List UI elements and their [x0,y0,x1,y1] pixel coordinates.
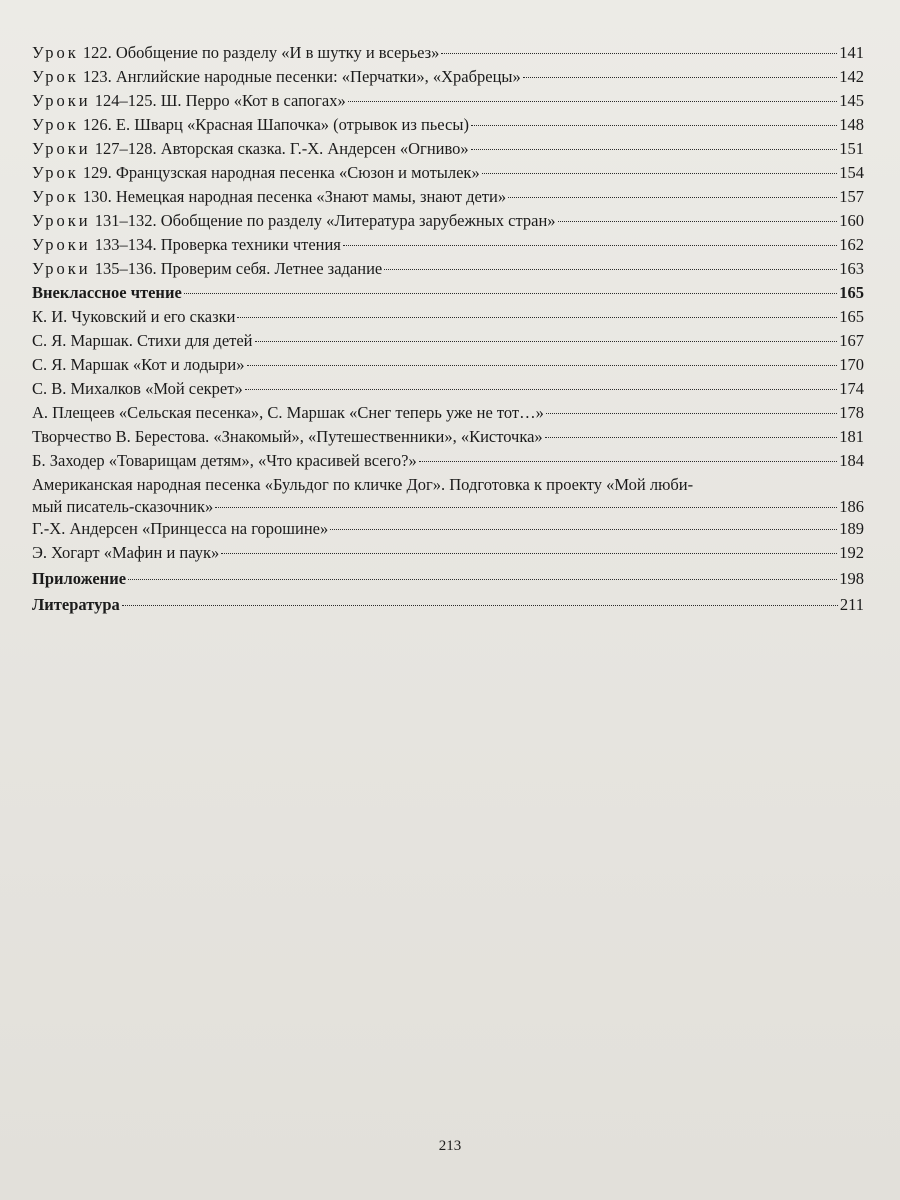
toc-entry [32,354,864,378]
toc-entry-title: 127–128. Авторская сказка. Г.-Х. Андерсен «Огниво» [90,139,469,158]
toc-section-title: Внеклассное чтение [32,283,182,302]
toc-entry-title: К. И. Чуковский и его сказки [32,307,236,326]
toc-entry-title-line2: мый писатель-сказочник» [32,497,214,516]
toc-entry-page: 162 [839,235,864,254]
toc-entry-title: 126. Е. Шварц «Красная Шапочка» (отрывок из пьесы) [78,115,469,134]
toc-entry [32,402,864,426]
toc-entry [32,330,864,354]
dot-leader [471,125,837,126]
toc-section-title: Литература [32,595,120,614]
toc-section-extracurricular [32,282,864,306]
toc-entry-prefix: Урок [32,67,79,86]
toc-entry-prefix: Уроки [32,235,91,254]
toc-entry-prefix: Урок [32,187,79,206]
toc-entry-prefix: Уроки [32,139,91,158]
toc-entry-page: 189 [839,519,864,538]
toc-entry-page: 160 [839,211,864,230]
toc-entry-title: Б. Заходер «Товарищам детям», «Что красивей всего?» [32,451,417,470]
toc-entry [32,306,864,330]
dot-leader [545,437,838,438]
toc-section-page: 198 [839,569,864,588]
toc-entry-title: Г.-Х. Андерсен «Принцесса на горошине» [32,519,329,538]
dot-leader [330,529,837,530]
toc-entry [32,258,864,282]
dot-leader [184,293,837,294]
dot-leader [348,101,838,102]
toc-entry [32,210,864,234]
toc-entry [32,518,864,542]
toc-entry-page: 184 [839,451,864,470]
toc-entry-title: С. Я. Маршак. Стихи для детей [32,331,253,350]
toc-entry-prefix: Урок [32,115,79,134]
toc-entry-page: 163 [839,259,864,278]
toc-entry [32,90,864,114]
toc-entry [32,114,864,138]
toc-entry-page: 142 [839,67,864,86]
toc-section-title: Приложение [32,569,127,588]
dot-leader [221,553,837,554]
toc-entry [32,234,864,258]
toc-entry-page: 174 [839,379,864,398]
dot-leader [122,605,838,606]
toc-entry [32,426,864,450]
toc-entry-page: 145 [839,91,864,110]
toc-entry [32,542,864,566]
toc-entry-page: 141 [839,43,864,62]
toc-entry-title: 122. Обобщение по разделу «И в шутку и всерьез» [78,43,440,62]
dot-leader [508,197,837,198]
toc-entry-title: 124–125. Ш. Перро «Кот в сапогах» [90,91,346,110]
dot-leader [247,365,838,366]
toc-entry-prefix: Урок [32,43,79,62]
toc-entry-title: 130. Немецкая народная песенка «Знают мамы, знают дети» [78,187,507,206]
toc-entry-page: 170 [839,355,864,374]
toc-section-literature [32,594,864,618]
toc-entry [32,66,864,90]
toc-section-page: 165 [839,283,864,302]
toc-entry [32,186,864,210]
table-of-contents [32,42,864,618]
toc-entry-prefix: Уроки [32,211,91,230]
toc-entry-prefix: Уроки [32,91,91,110]
toc-entry-title: С. В. Михалков «Мой секрет» [32,379,243,398]
dot-leader [384,269,837,270]
page-number: 213 [438,1138,462,1154]
toc-entry-title: 135–136. Проверим себя. Летнее задание [90,259,383,278]
dot-leader [523,77,837,78]
dot-leader [215,507,837,508]
toc-entry-page: 165 [839,307,864,326]
toc-entry-page: 181 [839,427,864,446]
toc-entry-multiline [32,474,864,518]
toc-entry-page: 157 [839,187,864,206]
toc-entry [32,42,864,66]
toc-entry [32,138,864,162]
toc-entry-page: 154 [839,163,864,182]
toc-entry [32,450,864,474]
toc-entry-page: 167 [839,331,864,350]
dot-leader [245,389,838,390]
toc-entry-title: Творчество В. Берестова. «Знакомый», «Путешественники», «Кисточка» [32,427,543,446]
toc-entry-title: 131–132. Обобщение по разделу «Литература зарубежных стран» [90,211,556,230]
dot-leader [255,341,838,342]
toc-entry-prefix: Урок [32,163,79,182]
toc-entry-title: 123. Английские народные песенки: «Перчатки», «Храбрецы» [78,67,521,86]
toc-entry-title: 133–134. Проверка техники чтения [90,235,341,254]
toc-entry-title: А. Плещеев «Сельская песенка», С. Маршак «Снег теперь уже не тот…» [32,403,544,422]
toc-entry-title: С. Я. Маршак «Кот и лодыри» [32,355,245,374]
toc-entry-title: 129. Французская народная песенка «Сюзон и мотылек» [78,163,480,182]
toc-entry-prefix: Уроки [32,259,91,278]
dot-leader [441,53,837,54]
dot-leader [471,149,838,150]
toc-entry-page: 151 [839,139,864,158]
toc-entry [32,162,864,186]
dot-leader [558,221,838,222]
dot-leader [419,461,838,462]
toc-section-page: 211 [839,595,864,614]
dot-leader [482,173,838,174]
toc-entry-page: 148 [839,115,864,134]
toc-entry-title: Э. Хогарт «Мафин и паук» [32,543,220,562]
dot-leader [343,245,837,246]
dot-leader [546,413,837,414]
toc-section-appendix [32,568,864,592]
dot-leader [237,317,837,318]
toc-entry-page: 178 [839,403,864,422]
toc-entry [32,378,864,402]
toc-entry-page: 192 [839,543,864,562]
toc-entry-title-line1: Американская народная песенка «Бульдог по кличке Дог». Подготовка к проекту «Мой люби- [32,475,694,494]
toc-entry-page: 186 [839,497,864,516]
dot-leader [128,579,837,580]
